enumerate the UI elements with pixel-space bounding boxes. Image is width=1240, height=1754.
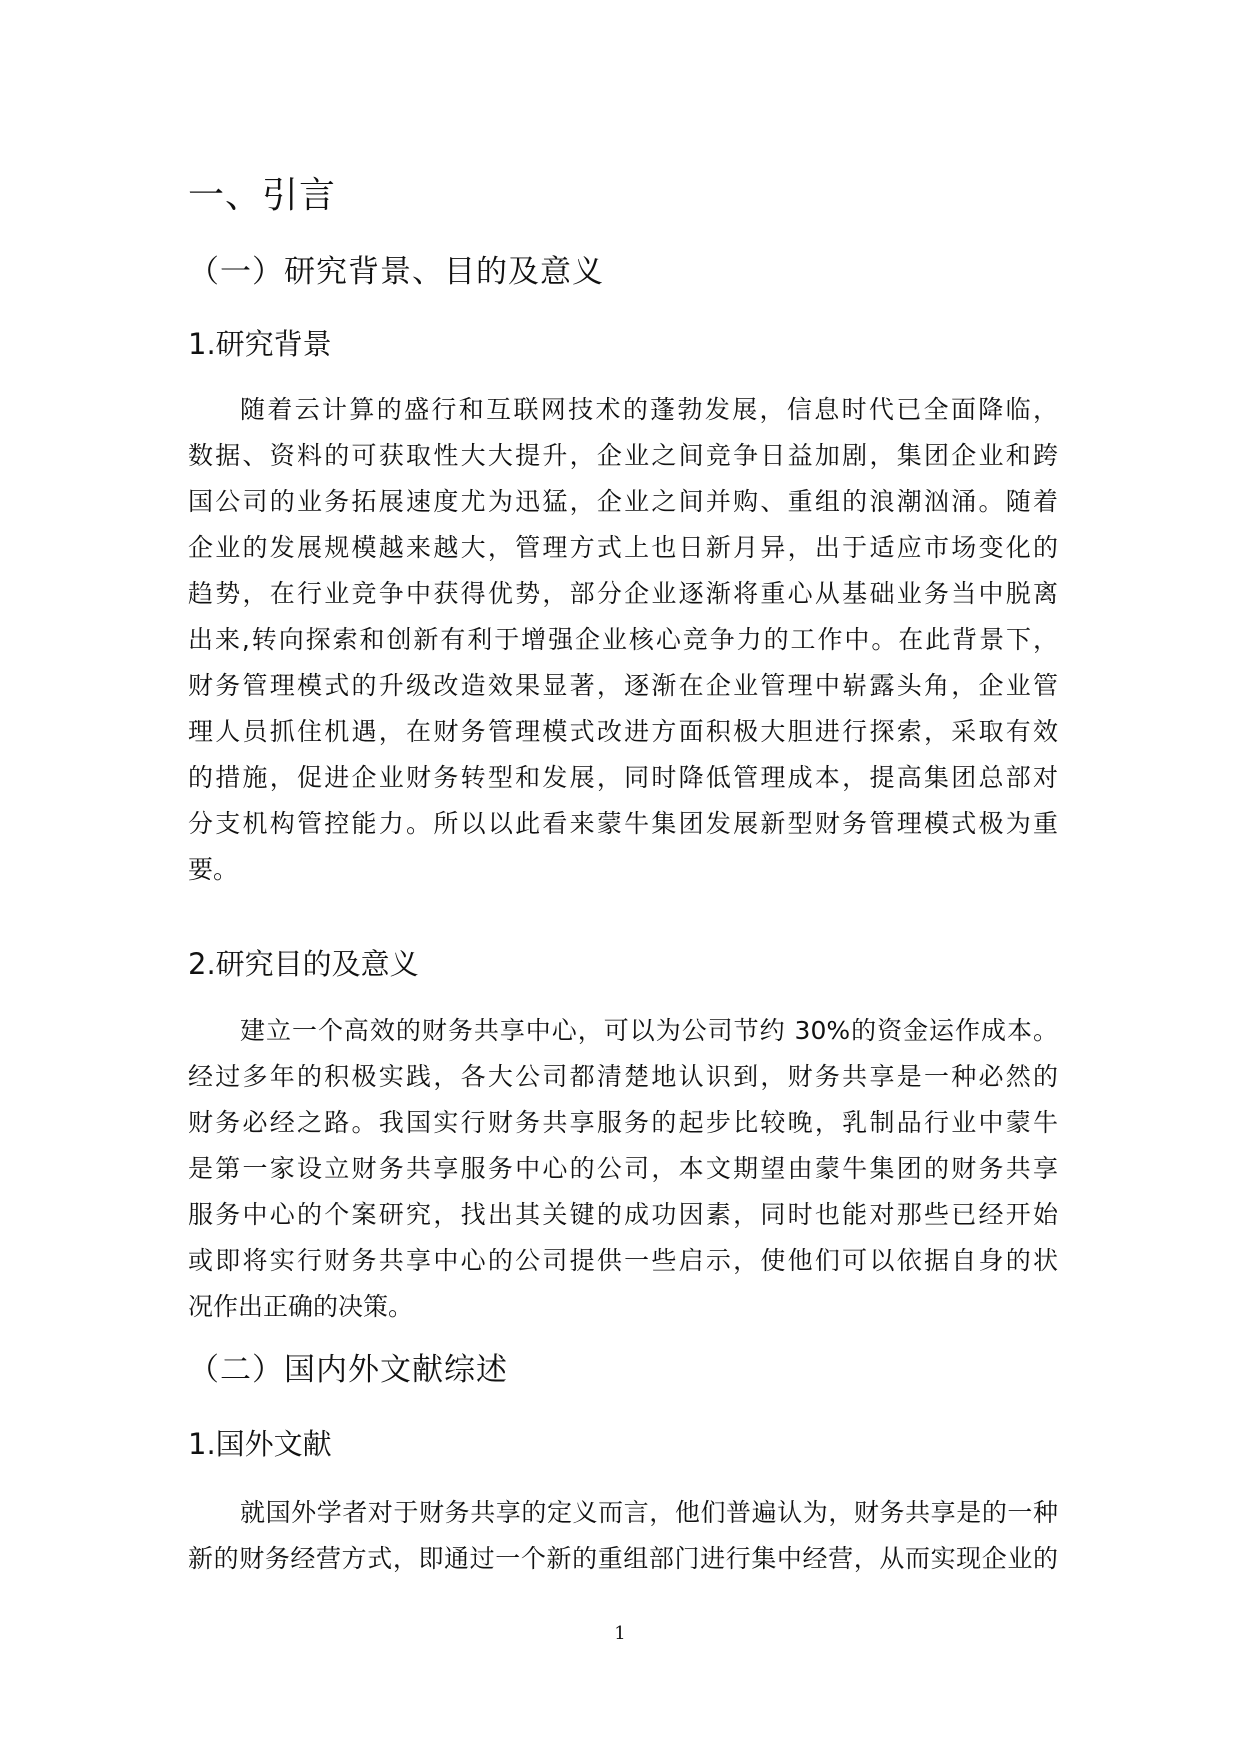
subsection-heading-background: 1.研究背景 (188, 327, 332, 361)
paragraph-line: 的措施，促进企业财务转型和发展，同时降低管理成本，提高集团总部对 (188, 763, 1058, 792)
paragraph-line: 随着云计算的盛行和互联网技术的蓬勃发展，信息时代已全面降临， (240, 395, 1058, 424)
subsection-heading-foreign-literature: 1.国外文献 (188, 1427, 332, 1461)
section-heading-literature: （二）国内外文献综述 (188, 1352, 508, 1388)
paragraph-line: 况作出正确的决策。 (188, 1292, 414, 1321)
page-number: 1 (614, 1623, 626, 1644)
paragraph-line: 要。 (188, 855, 239, 884)
paragraph-line: 建立一个高效的财务共享中心，可以为公司节约 30%的资金运作成本。 (240, 1016, 1058, 1045)
paragraph-line: 是第一家设立财务共享服务中心的公司，本文期望由蒙牛集团的财务共享 (188, 1154, 1058, 1183)
paragraph-purpose (188, 1008, 1058, 1330)
paragraph-foreign-literature (188, 1490, 1058, 1582)
paragraph-line: 趋势，在行业竞争中获得优势，部分企业逐渐将重心从基础业务当中脱离 (188, 579, 1058, 608)
paragraph-line: 新的财务经营方式，即通过一个新的重组部门进行集中经营，从而实现企业的 (188, 1544, 1058, 1573)
paragraph-line: 服务中心的个案研究，找出其关键的成功因素，同时也能对那些已经开始 (188, 1200, 1058, 1229)
paragraph-line: 数据、资料的可获取性大大提升，企业之间竞争日益加剧，集团企业和跨 (188, 441, 1058, 470)
paragraph-background (188, 387, 1058, 893)
paragraph-line: 出来,转向探索和创新有利于增强企业核心竞争力的工作中。在此背景下， (188, 625, 1058, 654)
subsection-heading-purpose: 2.研究目的及意义 (188, 947, 419, 981)
paragraph-line: 企业的发展规模越来越大，管理方式上也日新月异，出于适应市场变化的 (188, 533, 1058, 562)
paragraph-line: 理人员抓住机遇，在财务管理模式改进方面积极大胆进行探索，采取有效 (188, 717, 1058, 746)
paragraph-line: 就国外学者对于财务共享的定义而言，他们普遍认为，财务共享是的一种 (240, 1498, 1058, 1527)
paragraph-line: 分支机构管控能力。所以以此看来蒙牛集团发展新型财务管理模式极为重 (188, 809, 1058, 838)
paragraph-line: 经过多年的积极实践，各大公司都清楚地认识到，财务共享是一种必然的 (188, 1062, 1058, 1091)
paragraph-line: 财务管理模式的升级改造效果显著，逐渐在企业管理中崭露头角，企业管 (188, 671, 1058, 700)
chapter-heading: 一、引言 (188, 175, 337, 216)
paragraph-line: 国公司的业务拓展速度尤为迅猛，企业之间并购、重组的浪潮汹涌。随着 (188, 487, 1058, 516)
section-heading-background: （一）研究背景、目的及意义 (188, 254, 604, 290)
paragraph-line: 或即将实行财务共享中心的公司提供一些启示，使他们可以依据自身的状 (188, 1246, 1058, 1275)
paragraph-line: 财务必经之路。我国实行财务共享服务的起步比较晚，乳制品行业中蒙牛 (188, 1108, 1058, 1137)
